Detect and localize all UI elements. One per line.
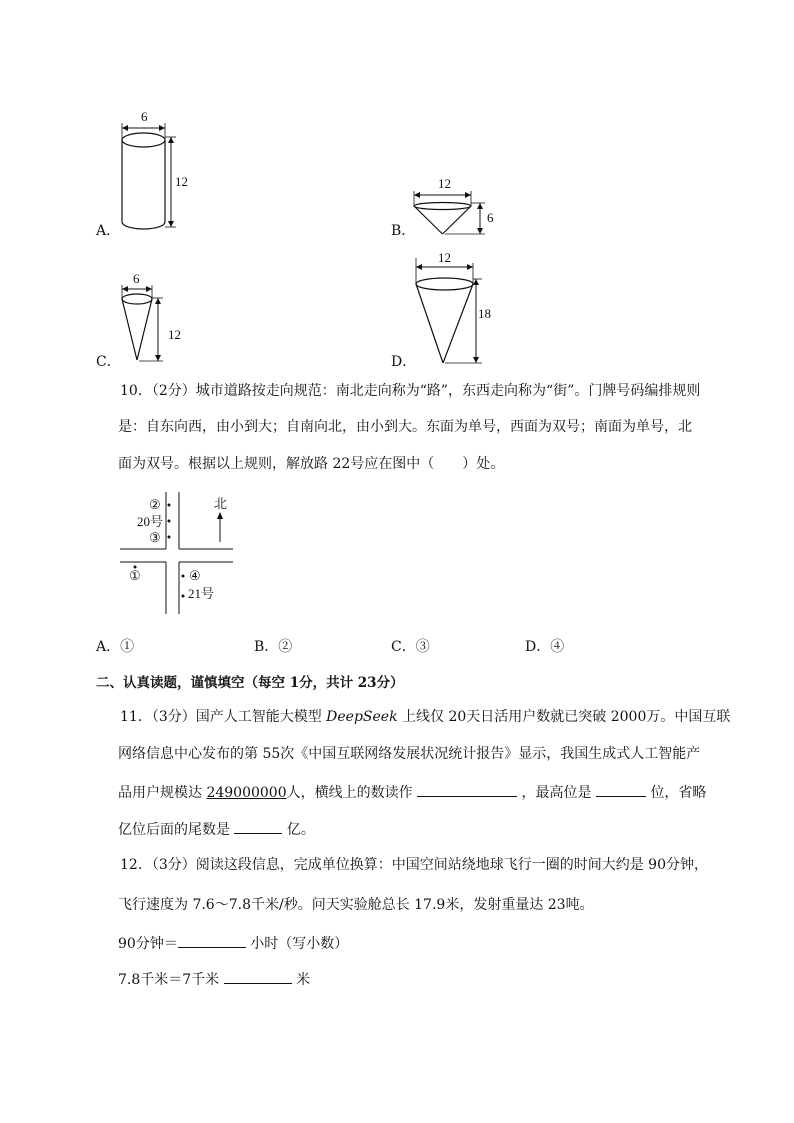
figure-a-cylinder: [110, 105, 210, 240]
map-marker-2: ②: [149, 497, 161, 512]
q11-line-3-start: 品用户规模达: [118, 785, 207, 801]
q11-line-1-end: 上线仅 20天日活用户数就已突破 2000万。中国互联: [397, 709, 731, 725]
figure-c-height-label: 12: [168, 327, 181, 342]
q10-option-d[interactable]: D．④: [525, 639, 565, 655]
q10-option-a[interactable]: A．①: [96, 639, 135, 655]
q12-conv-1-end: 小时（写小数）: [250, 936, 349, 952]
figure-b-cone: [405, 172, 505, 242]
house-number-21: 21号: [188, 586, 215, 601]
house-number-20: 20号: [137, 514, 164, 529]
q11-line-3: [118, 782, 706, 802]
q11-line-1: [120, 708, 730, 726]
figure-a-diameter-label: 6: [141, 109, 148, 124]
q11-line-4: [118, 819, 315, 839]
figure-c-diameter-label: 6: [133, 271, 140, 286]
figure-c-cone: [115, 268, 195, 368]
q12-conv-2-end: 米: [296, 972, 311, 988]
map-marker-4: ④: [189, 568, 201, 583]
q10-option-c[interactable]: C．③: [391, 639, 430, 655]
q11-model-name: DeepSeek: [326, 709, 398, 725]
figure-d-diameter-label: 12: [438, 250, 451, 265]
option-b-figure-label: B．: [391, 223, 416, 239]
figure-d-height-label: 18: [478, 306, 491, 321]
map-marker-3: ③: [149, 530, 161, 545]
q12-blank-hours[interactable]: [178, 933, 246, 948]
q11-blank-highest-place[interactable]: [596, 782, 646, 797]
q11-user-number: 249000000: [206, 785, 287, 801]
q12-line-1: 12．（3分）阅读这段信息，完成单位换算：中国空间站绕地球飞行一圈的时间大约是 90分钟，: [120, 857, 708, 873]
q11-line-1-start: 11．（3分）国产人工智能大模型: [120, 709, 327, 725]
north-label: 北: [214, 496, 228, 511]
road-map-figure: [115, 490, 245, 620]
figure-b-height-label: 6: [487, 210, 494, 225]
figure-b-diameter-label: 12: [438, 176, 451, 191]
q11-blank-reading[interactable]: [417, 782, 517, 797]
q12-blank-meters[interactable]: [224, 969, 292, 984]
q12-conversion-1: [118, 933, 348, 953]
q10-line-2: 是：自东向西，由小到大；自南向北，由小到大。东面为单号，西面为双号；南面为单号，北: [118, 419, 692, 435]
q11-line-3-omit: 位，省略: [650, 785, 707, 801]
map-marker-1: ①: [129, 568, 141, 583]
q11-blank-approx[interactable]: [234, 819, 282, 834]
q11-line-2: 网络信息中心发布的第 55次《中国互联网络发展状况统计报告》显示，我国生成式人工智能产: [118, 746, 701, 762]
q12-conv-2-start: 7.8千米＝7千米: [118, 972, 220, 988]
q11-line-3-read: 人，横线上的数读作: [286, 785, 413, 801]
q10-option-b[interactable]: B．②: [254, 639, 293, 655]
q11-line-3-highest: ，最高位是: [521, 785, 592, 801]
figure-d-cone: [405, 248, 505, 370]
q10-line-3: 面为双号。根据以上规则，解放路 22号应在图中（ ）处。: [118, 456, 505, 472]
q12-conv-1-start: 90分钟＝: [118, 936, 178, 952]
q11-line-4-start: 亿位后面的尾数是: [118, 822, 230, 838]
figure-a-height-label: 12: [175, 174, 188, 189]
q12-line-2: 飞行速度为 7.6～7.8千米/秒。问天实验舱总长 17.9米，发射重量达 23吨。: [118, 897, 594, 913]
section-2-title: 二、认真读题，谨慎填空（每空 1分，共计 23分）: [96, 675, 404, 691]
q10-line-1: 10．（2分）城市道路按走向规范：南北走向称为“路”，东西走向称为“街”。门牌号码编排规则: [120, 383, 701, 399]
option-d-figure-label: D．: [391, 354, 417, 370]
q12-conversion-2: [118, 969, 310, 989]
q11-line-4-end: 亿。: [286, 822, 315, 838]
option-c-figure-label: C．: [96, 354, 121, 370]
option-a-figure-label: A．: [96, 223, 121, 239]
